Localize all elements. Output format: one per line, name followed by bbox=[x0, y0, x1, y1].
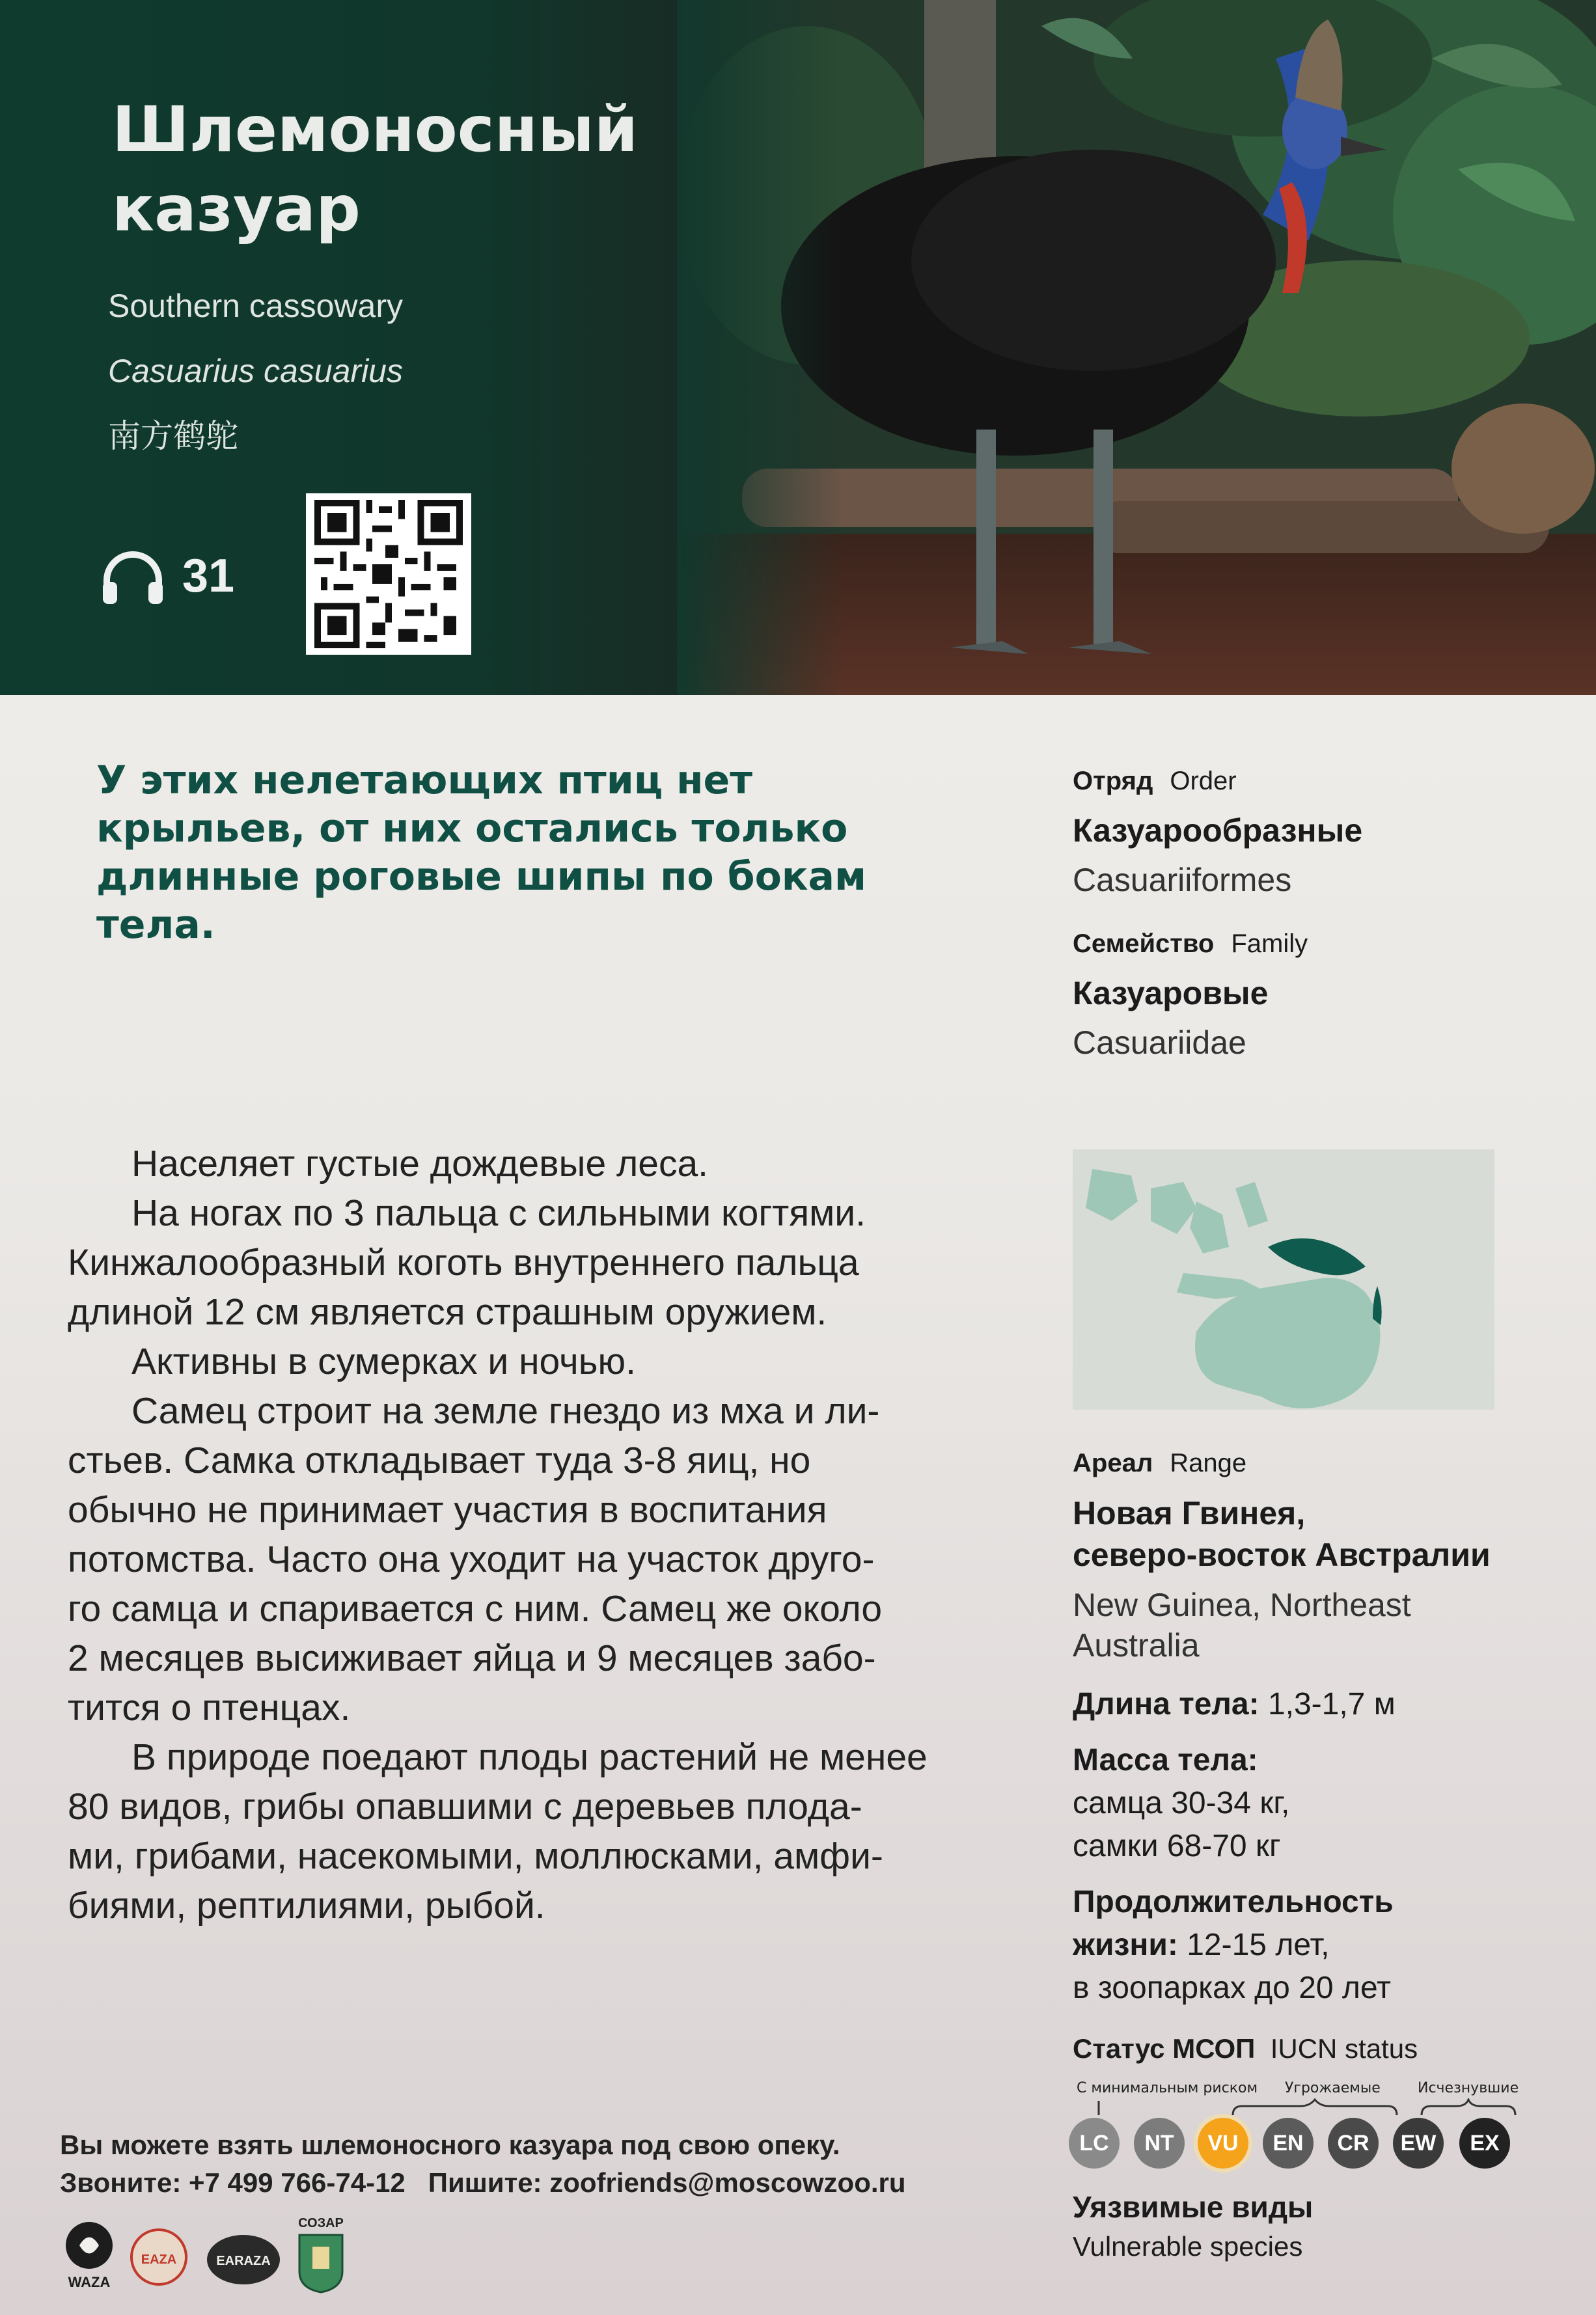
sponsor-line: Вы можете взять шлемоносного казуара под свою опеку. bbox=[60, 2130, 840, 2160]
iucn-cr: CR bbox=[1328, 2118, 1379, 2169]
range-block bbox=[1073, 1449, 1491, 1665]
family-en: Casuariidae bbox=[1073, 1024, 1246, 1061]
page-title bbox=[112, 90, 763, 249]
range-ru-2: северо-восток Австралии bbox=[1073, 1537, 1491, 1573]
header-panel bbox=[0, 0, 1596, 695]
lead-line: У этих нелетающих птиц нет bbox=[96, 758, 753, 803]
iucn-label-en: IUCN status bbox=[1270, 2033, 1418, 2064]
name-latin: Casuarius casuarius bbox=[108, 353, 403, 389]
body-line: го самца и спаривается с ним. Самец же около bbox=[68, 1588, 883, 1630]
iucn-vu: VU bbox=[1198, 2118, 1248, 2169]
order-label-ru: Отряд bbox=[1073, 767, 1153, 795]
body-text bbox=[68, 1139, 963, 1930]
body-line: В природе поедают плоды растений не менее bbox=[131, 1736, 928, 1778]
waza-logo-text: WAZA bbox=[68, 2274, 111, 2290]
life-value: 12-15 лет, bbox=[1187, 1928, 1330, 1962]
body-line: обычно не принимает участия в воспитания bbox=[68, 1489, 827, 1531]
stats-block bbox=[1073, 1683, 1396, 2010]
lead-line: крыльев, от них остались только bbox=[96, 806, 848, 851]
order-en: Casuariiformes bbox=[1073, 862, 1292, 898]
body-line: Населяет густые дождевые леса. bbox=[131, 1143, 709, 1185]
iucn-ew: EW bbox=[1393, 2118, 1444, 2169]
scale-low: С минимальным риском bbox=[1077, 2080, 1258, 2096]
body-line: 80 видов, грибы опавшими с деревьев плода- bbox=[68, 1786, 862, 1828]
eaza-logo-text: EAZA bbox=[141, 2253, 177, 2267]
status-en: Vulnerable species bbox=[1073, 2231, 1303, 2262]
range-en-2: Australia bbox=[1073, 1627, 1200, 1664]
qr-code[interactable] bbox=[306, 493, 471, 655]
body-line: 2 месяцев высиживает яйца и 9 месяцев забо- bbox=[68, 1637, 876, 1679]
family-block bbox=[1073, 929, 1308, 1062]
body-line: тится о птенцах. bbox=[68, 1687, 351, 1729]
mass-female: самки 68-70 кг bbox=[1073, 1829, 1281, 1863]
sozar-logo-text: СОЗАР bbox=[298, 2216, 344, 2230]
title-line-2: казуар bbox=[112, 172, 361, 245]
contact-line: Звоните: +7 499 766-74-12 Пишите: zoofriends@moscowzoo.ru bbox=[60, 2167, 906, 2198]
body-line: ми, грибами, насекомыми, моллюсками, амфи- bbox=[68, 1835, 883, 1877]
iucn-lc: LC bbox=[1069, 2118, 1120, 2169]
iucn-label-ru: Статус МСОП bbox=[1073, 2033, 1256, 2064]
iucn-en: EN bbox=[1263, 2118, 1314, 2169]
scale-extinct: Исчезнувшие bbox=[1418, 2080, 1519, 2096]
family-ru: Казуаровые bbox=[1073, 975, 1269, 1011]
body-line: Самец строит на земле гнездо из мха и ли- bbox=[131, 1390, 880, 1432]
iucn-nt: NT bbox=[1134, 2118, 1185, 2169]
family-label-ru: Семейство bbox=[1073, 929, 1215, 958]
life-zoo: в зоопарках до 20 лет bbox=[1073, 1971, 1392, 2005]
species-names bbox=[108, 273, 403, 469]
body-line: Кинжалообразный коготь внутреннего пальца bbox=[68, 1242, 859, 1283]
range-ru-1: Новая Гвинея, bbox=[1073, 1495, 1306, 1531]
body-line: стьев. Самка откладывает туда 3-8 яиц, но bbox=[68, 1440, 811, 1481]
life-label-2: жизни: bbox=[1073, 1928, 1178, 1962]
range-label-en: Range bbox=[1170, 1449, 1247, 1477]
audio-guide-number: 31 bbox=[182, 550, 235, 602]
sozar-logo bbox=[294, 2213, 348, 2294]
range-map bbox=[1073, 1149, 1494, 1410]
audio-guide bbox=[99, 547, 234, 605]
body-line: биями, рептилиями, рыбой. bbox=[68, 1885, 545, 1926]
eaza-logo bbox=[128, 2226, 190, 2288]
cassowary-photo bbox=[677, 0, 1596, 695]
scale-brackets bbox=[1077, 2098, 1519, 2118]
lead-line: длинные роговые шипы по бокам bbox=[96, 854, 867, 899]
body-line: длиной 12 см является страшным оружием. bbox=[68, 1291, 827, 1333]
mass-male: самца 30-34 кг, bbox=[1073, 1786, 1290, 1820]
iucn-ex: EX bbox=[1459, 2118, 1510, 2169]
mass-label: Масса тела: bbox=[1073, 1743, 1258, 1777]
name-chinese: 南方鹤鸵 bbox=[108, 418, 238, 454]
body-line: Активны в сумерках и ночью. bbox=[131, 1341, 636, 1382]
title-line-1: Шлемоносный bbox=[112, 93, 639, 166]
family-label-en: Family bbox=[1231, 929, 1308, 958]
status-ru: Уязвимые виды bbox=[1073, 2190, 1314, 2224]
range-en-1: New Guinea, Northeast bbox=[1073, 1587, 1411, 1623]
body-line: потомства. Часто она уходит на участок друго- bbox=[68, 1539, 875, 1580]
body-line: На ногах по 3 пальца с сильными когтями. bbox=[131, 1192, 866, 1234]
earaza-logo-text: EARAZA bbox=[216, 2254, 271, 2268]
order-block bbox=[1073, 767, 1362, 899]
name-english: Southern cassowary bbox=[108, 288, 404, 324]
iucn-status-text bbox=[1073, 2189, 1313, 2262]
earaza-logo bbox=[204, 2232, 282, 2287]
scale-threatened: Угрожаемые bbox=[1285, 2080, 1381, 2096]
lead-paragraph bbox=[96, 756, 995, 949]
iucn-label bbox=[1073, 2033, 1418, 2064]
length-label: Длина тела: bbox=[1073, 1687, 1259, 1721]
iucn-status-row bbox=[1069, 2118, 1518, 2180]
headphones-icon bbox=[99, 547, 167, 605]
iucn-scale bbox=[1077, 2080, 1519, 2119]
length-value: 1,3-1,7 м bbox=[1267, 1687, 1396, 1721]
order-ru: Казуарообразные bbox=[1073, 812, 1363, 849]
lead-line: тела. bbox=[96, 902, 215, 948]
order-label-en: Order bbox=[1170, 767, 1237, 795]
life-label-1: Продолжительность bbox=[1073, 1885, 1394, 1919]
range-label-ru: Ареал bbox=[1073, 1449, 1153, 1477]
waza-logo bbox=[60, 2219, 118, 2291]
